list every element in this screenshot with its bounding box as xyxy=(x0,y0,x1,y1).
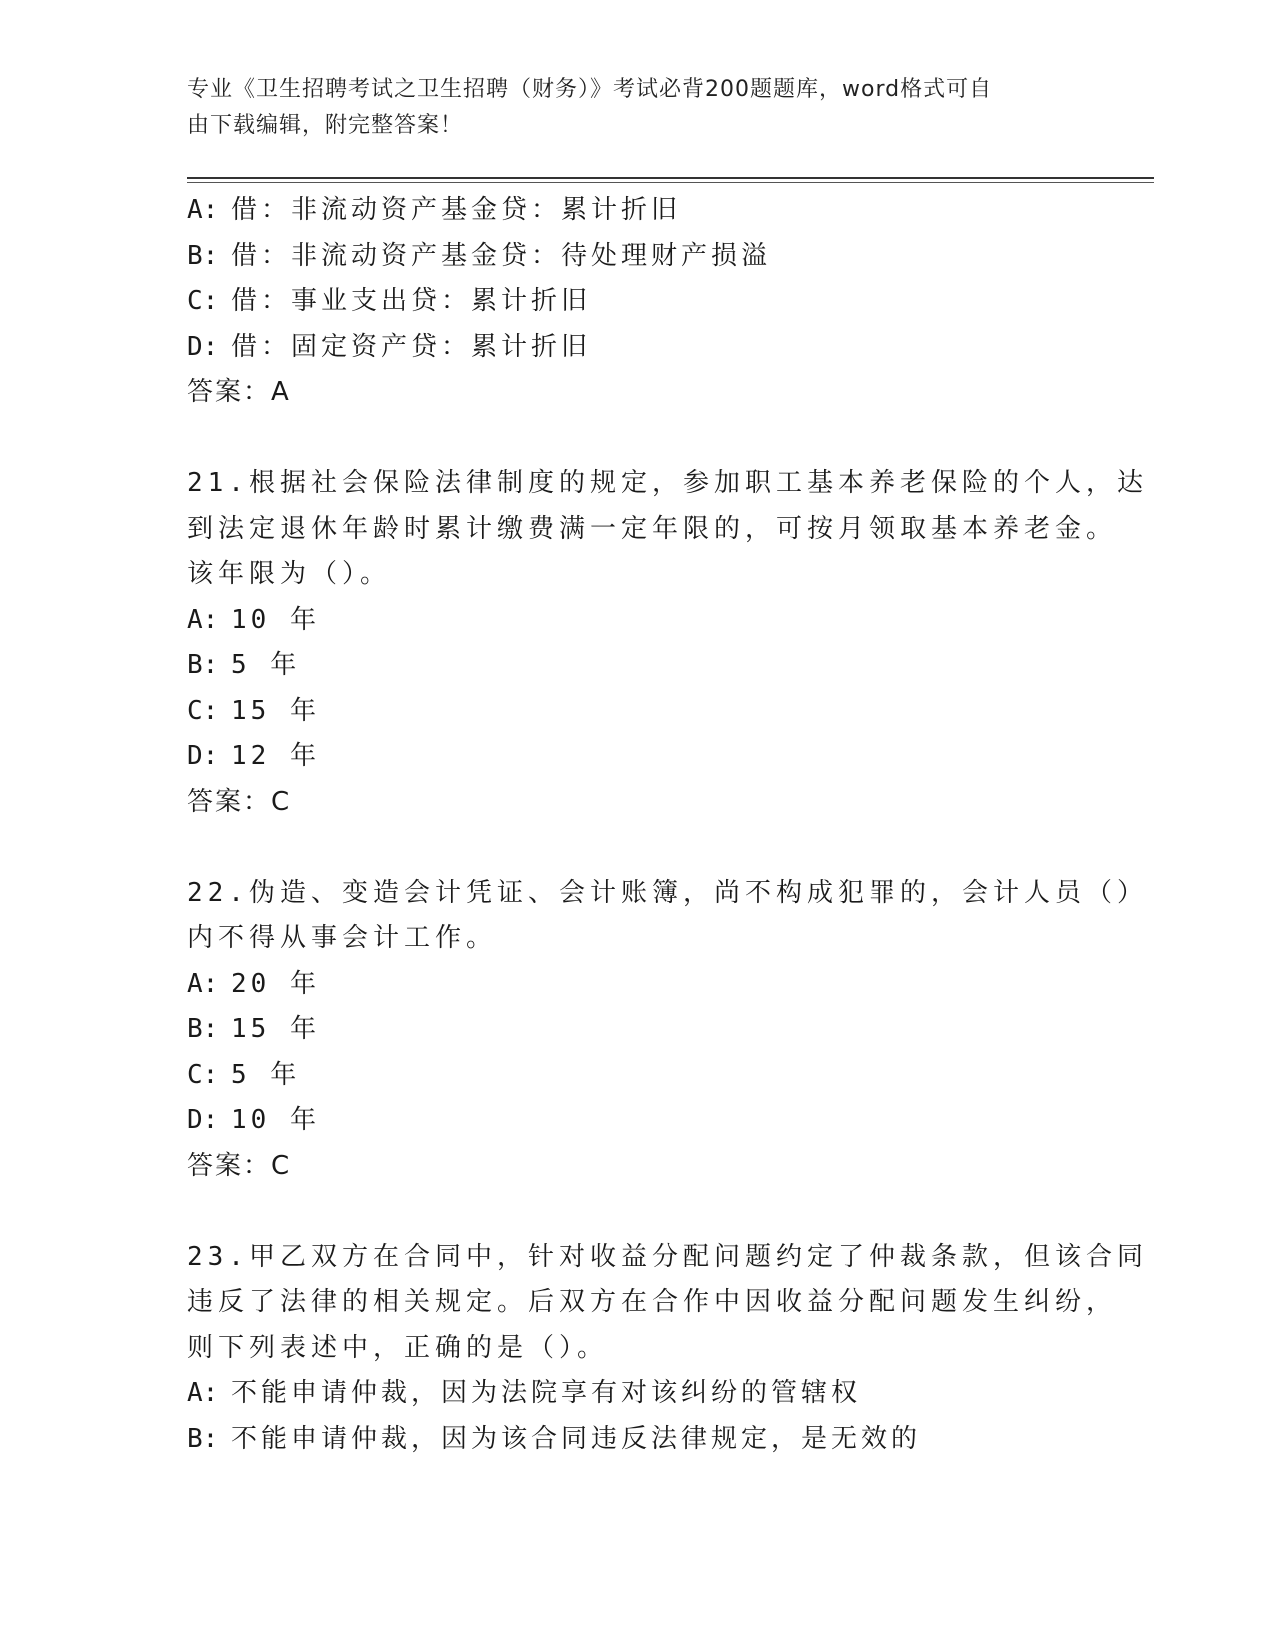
option-text: 借：非流动资产基金贷：待处理财产损溢 xyxy=(231,240,772,271)
option-text: 15 年 xyxy=(231,1014,320,1044)
option-text: 借：固定资产贷：累计折旧 xyxy=(231,331,592,362)
answer-line: 答案：C xyxy=(187,786,292,817)
question-stem-line: 则下列表述中，正确的是（）。 xyxy=(187,1332,609,1363)
option-text: 5 年 xyxy=(231,650,301,680)
question-21 xyxy=(187,461,1148,825)
option-c xyxy=(187,279,1087,325)
option-d xyxy=(187,734,1087,780)
question-stem-line: 22.伪造、变造会计凭证、会计账簿，尚不构成犯罪的，会计人员（） xyxy=(187,877,1148,908)
option-label: C: xyxy=(187,1059,219,1090)
question-stem-line: 违反了法律的相关规定。后双方在合作中因收益分配问题发生纠纷， xyxy=(187,1287,1118,1317)
answer-line: 答案：A xyxy=(187,377,291,407)
question-22 xyxy=(187,871,1148,1190)
option-label: A: xyxy=(187,195,219,225)
option-a xyxy=(187,188,1087,234)
option-text: 5 年 xyxy=(231,1059,301,1090)
option-label: D: xyxy=(187,331,219,362)
option-text: 15 年 xyxy=(231,695,320,726)
option-text: 20 年 xyxy=(231,968,320,999)
header-line-2: 由下载编辑，附完整答案！ xyxy=(187,113,464,138)
option-text: 10 年 xyxy=(231,604,320,635)
document-header xyxy=(187,72,1067,144)
option-label: A: xyxy=(187,1378,219,1408)
header-divider-thick xyxy=(187,177,1154,179)
header-divider-thin xyxy=(187,182,1154,183)
option-label: C: xyxy=(187,695,219,726)
question-stem-line: 该年限为（）。 xyxy=(187,559,392,589)
question-stem-line: 21.根据社会保险法律制度的规定，参加职工基本养老保险的个人，达 xyxy=(187,468,1148,498)
option-label: B: xyxy=(187,1014,219,1044)
option-text: 10 年 xyxy=(231,1105,320,1135)
question-stem-line: 23.甲乙双方在合同中，针对收益分配问题约定了仲裁条款，但该合同 xyxy=(187,1241,1148,1272)
option-label: C: xyxy=(187,286,219,316)
spacer xyxy=(187,825,1087,871)
answer-line: 答案：C xyxy=(187,1150,292,1181)
option-b xyxy=(187,1417,1087,1463)
option-text: 不能申请仲裁，因为该合同违反法律规定，是无效的 xyxy=(231,1423,922,1454)
option-c xyxy=(187,1053,1087,1099)
option-a xyxy=(187,1371,1087,1417)
spacer xyxy=(187,1189,1087,1235)
option-label: B: xyxy=(187,650,219,680)
option-text: 12 年 xyxy=(231,741,320,771)
option-label: A: xyxy=(187,604,219,635)
option-text: 借：非流动资产基金贷：累计折旧 xyxy=(231,195,682,225)
option-label: D: xyxy=(187,741,219,771)
question-content xyxy=(187,188,1148,1462)
option-c xyxy=(187,689,1087,735)
option-text: 借：事业支出贷：累计折旧 xyxy=(231,286,592,316)
option-text: 不能申请仲裁，因为法院享有对该纠纷的管辖权 xyxy=(231,1378,862,1408)
option-b xyxy=(187,643,1087,689)
option-label: D: xyxy=(187,1105,219,1135)
spacer xyxy=(187,416,1087,462)
option-b xyxy=(187,1007,1087,1053)
option-a xyxy=(187,598,1087,644)
question-stem-line: 内不得从事会计工作。 xyxy=(187,923,498,953)
option-d xyxy=(187,1098,1087,1144)
question-23 xyxy=(187,1235,1148,1463)
option-b xyxy=(187,234,1087,280)
question-stem-line: 到法定退休年龄时累计缴费满一定年限的，可按月领取基本养老金。 xyxy=(187,513,1118,544)
option-label: B: xyxy=(187,1423,219,1454)
option-a xyxy=(187,962,1087,1008)
option-label: A: xyxy=(187,968,219,999)
option-label: B: xyxy=(187,240,219,271)
option-d xyxy=(187,325,1087,371)
header-line-1: 专业《卫生招聘考试之卫生招聘（财务）》考试必背200题题库，word格式可自 xyxy=(187,77,993,102)
question-20-continued xyxy=(187,188,1087,416)
